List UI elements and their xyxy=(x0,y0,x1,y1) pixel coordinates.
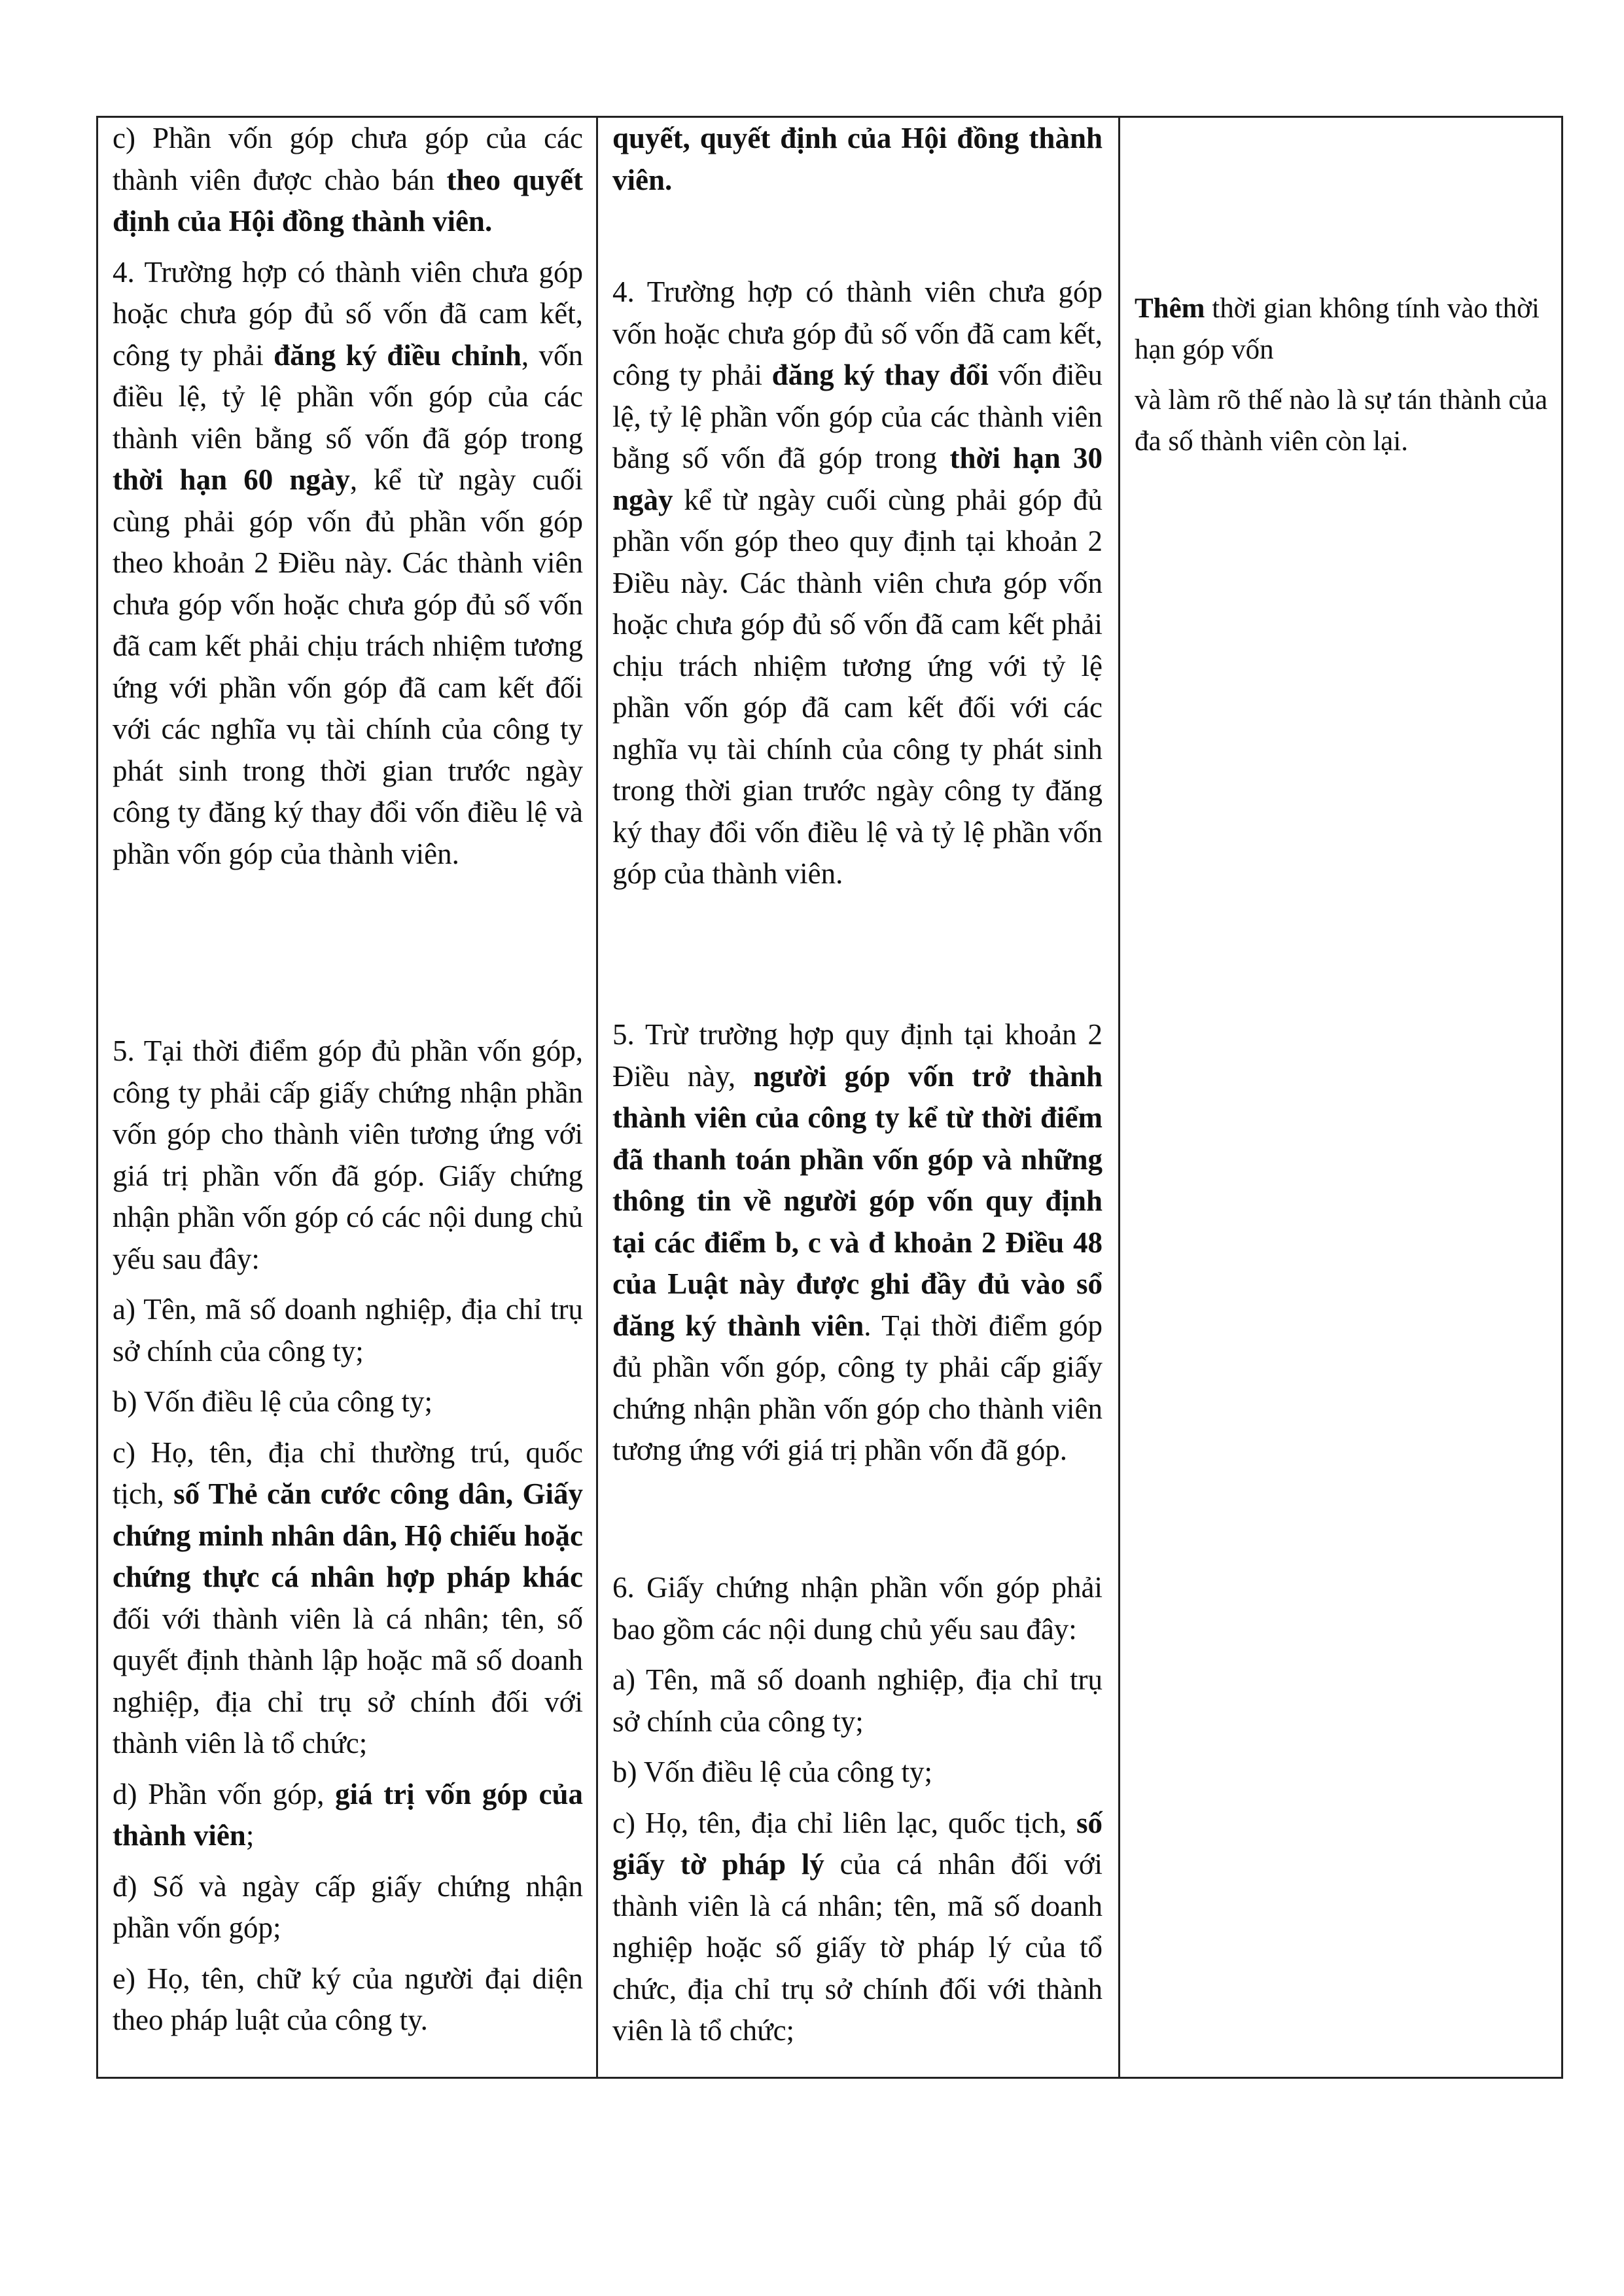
col1-para-a: a) Tên, mã số doanh nghiệp, địa chỉ trụ sở chính của công ty; xyxy=(113,1293,583,1368)
column-notes xyxy=(1120,118,1561,2077)
col2-para-hoi-dong: quyết, quyết định của Hội đồng thành viên. xyxy=(612,122,1103,196)
col2-para-c: c) Họ, tên, địa chỉ liên lạc, quốc tịch, số giấy tờ pháp lý của cá nhân đối với thành viên là cá nhân; tên, mã số doanh nghiệp hoặc số giấy tờ pháp lý của tổ chức, địa chỉ trụ sở chính đối với thành viên là tổ chức; xyxy=(612,1806,1103,2047)
col2-block-4 xyxy=(612,1567,1103,2052)
col2-para-6: 6. Giấy chứng nhận phần vốn góp phải bao gồm các nội dung chủ yếu sau đây: xyxy=(612,1571,1103,1646)
col3-note-2: và làm rõ thế nào là sự tán thành của đa số thành viên còn lại. xyxy=(1135,385,1548,457)
col1-para-c: c) Họ, tên, địa chỉ thường trú, quốc tịch, số Thẻ căn cước công dân, Giấy chứng minh nhân dân, Hộ chiếu hoặc chứng thực cá nhân hợp pháp khác đối với thành viên là cá nhân; tên, số quyết định thành lập hoặc mã số doanh nghiệp, địa chỉ trụ sở chính đối với thành viên là tổ chức; xyxy=(113,1436,584,1759)
col2-para-5: 5. Trừ trường hợp quy định tại khoản 2 Điều này, người góp vốn trở thành thành viên của công ty kể từ thời điểm đã thanh toán phần vốn góp và những thông tin về người góp vốn quy định tại các điểm b, c và đ khoản 2 Điều 48 của Luật này được ghi đầy đủ vào sổ đăng ký thành viên. Tại thời điểm góp đủ phần vốn góp, công ty phải cấp giấy chứng nhận phần vốn góp cho thành viên tương ứng với giá trị phần vốn đã góp. xyxy=(612,1018,1103,1466)
col1-block-1 xyxy=(113,118,583,875)
comparison-table xyxy=(96,116,1563,2079)
col1-para-b: b) Vốn điều lệ của công ty; xyxy=(113,1385,433,1418)
col2-para-b: b) Vốn điều lệ của công ty; xyxy=(612,1756,933,1788)
col1-para-c-chao-ban: c) Phần vốn góp chưa góp của các thành viên được chào bán theo quyết định của Hội đồng thành viên. xyxy=(113,122,584,238)
col1-block-2 xyxy=(113,1031,583,2041)
column-new-law xyxy=(598,118,1120,2077)
col2-block-1 xyxy=(612,118,1103,201)
col2-para-4: 4. Trường hợp có thành viên chưa góp vốn hoặc chưa góp đủ số vốn đã cam kết, công ty phải đăng ký thay đổi vốn điều lệ, tỷ lệ phần vốn góp của các thành viên bằng số vốn đã góp trong thời hạn 30 ngày kể từ ngày cuối cùng phải góp đủ phần vốn góp theo quy định tại khoản 2 Điều này. Các thành viên chưa góp vốn hoặc chưa góp đủ số vốn đã cam kết phải chịu trách nhiệm tương ứng với tỷ lệ phần vốn góp đã cam kết đối với các nghĩa vụ tài chính của công ty phát sinh trong thời gian trước ngày công ty đăng ký thay đổi vốn điều lệ và tỷ lệ phần vốn góp của thành viên. xyxy=(612,275,1103,890)
col3-note-1: Thêm thời gian không tính vào thời hạn góp vốn xyxy=(1135,293,1540,365)
column-old-law xyxy=(98,118,598,2077)
col1-para-4: 4. Trường hợp có thành viên chưa góp hoặc chưa góp đủ số vốn đã cam kết, công ty phải đăng ký điều chỉnh, vốn điều lệ, tỷ lệ phần vốn góp của các thành viên bằng số vốn đã góp trong thời hạn 60 ngày, kể từ ngày cuối cùng phải góp vốn đủ phần vốn góp theo khoản 2 Điều này. Các thành viên chưa góp vốn hoặc chưa góp đủ số vốn đã cam kết phải chịu trách nhiệm tương ứng với phần vốn góp đã cam kết đối với các nghĩa vụ tài chính của công ty phát sinh trong thời gian trước ngày công ty đăng ký thay đổi vốn điều lệ và phần vốn góp của thành viên. xyxy=(113,255,583,870)
col2-block-3 xyxy=(612,1014,1103,1472)
col1-para-e: e) Họ, tên, chữ ký của người đại diện theo pháp luật của công ty. xyxy=(113,1962,583,2036)
col1-para-5: 5. Tại thời điểm góp đủ phần vốn góp, công ty phải cấp giấy chứng nhận phần vốn góp cho thành viên tương ứng với giá trị phần vốn đã góp. Giấy chứng nhận phần vốn góp có các nội dung chủ yếu sau đây: xyxy=(113,1034,583,1275)
col1-para-d: d) Phần vốn góp, giá trị vốn góp của thành viên; xyxy=(113,1777,583,1852)
col2-para-a: a) Tên, mã số doanh nghiệp, địa chỉ trụ sở chính của công ty; xyxy=(612,1663,1103,1738)
col1-para-dd: đ) Số và ngày cấp giấy chứng nhận phần vốn góp; xyxy=(113,1869,583,1944)
col3-block-1 xyxy=(1135,288,1548,462)
col2-block-2 xyxy=(612,272,1103,895)
